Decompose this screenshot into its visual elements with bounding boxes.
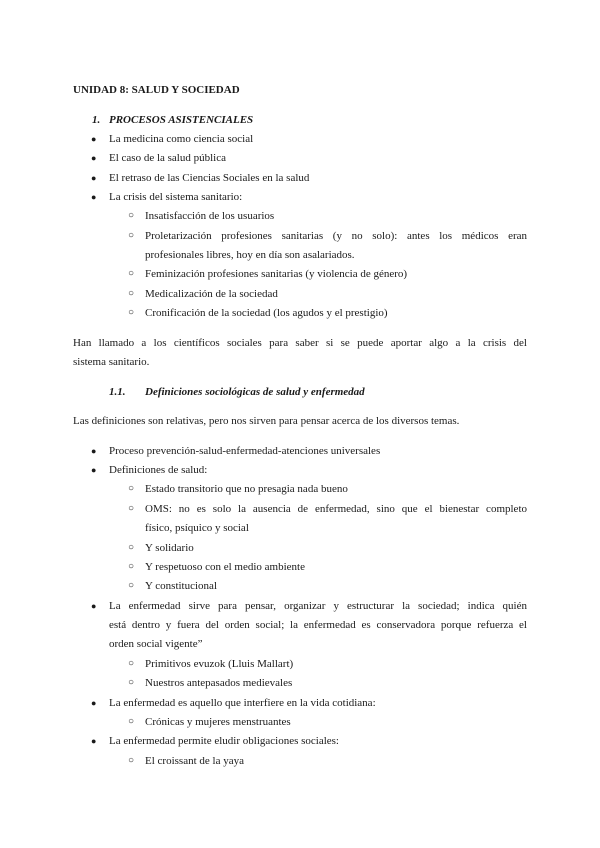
circle-bullet-icon: ○ xyxy=(128,658,135,669)
bullet-icon: ● xyxy=(91,446,97,456)
circle-bullet-icon: ○ xyxy=(128,755,135,766)
circle-bullet-icon: ○ xyxy=(128,307,135,318)
list-item: Feminización profesiones sanitarias (y violencia de género) xyxy=(145,268,408,280)
circle-bullet-icon: ○ xyxy=(128,503,135,514)
paragraph-line: Han llamado a los científicos sociales para saber si se puede aportar algo a la crisis del xyxy=(73,337,527,349)
circle-bullet-icon: ○ xyxy=(128,230,135,241)
list-item: Proletarización profesiones sanitarias (y no solo): antes los médicos eran xyxy=(145,230,527,242)
list-item-continuation: profesionales libres, hoy en día son asalariados. xyxy=(145,249,355,261)
list-item: La medicina como ciencia social xyxy=(109,133,254,145)
list-item: Y solidario xyxy=(145,542,194,554)
bullet-icon: ● xyxy=(91,192,97,202)
list-item: Y respetuoso con el medio ambiente xyxy=(145,561,305,573)
circle-bullet-icon: ○ xyxy=(128,483,135,494)
list-item: El caso de la salud pública xyxy=(109,152,226,164)
list-item: Primitivos evuzok (Lluis Mallart) xyxy=(145,658,294,670)
bullet-icon: ● xyxy=(91,173,97,183)
bullet-icon: ● xyxy=(91,153,97,163)
list-item: Estado transitorio que no presagia nada bueno xyxy=(145,483,348,495)
list-item: Crónicas y mujeres menstruantes xyxy=(145,716,291,728)
list-item: El retraso de las Ciencias Sociales en la salud xyxy=(109,172,310,184)
list-item: La enfermedad es aquello que interfiere en la vida cotidiana: xyxy=(109,697,376,709)
list-item: La enfermedad permite eludir obligaciones sociales: xyxy=(109,735,339,747)
list-item: Proceso prevención-salud-enfermedad-atenciones universales xyxy=(109,445,381,457)
list-item: La crisis del sistema sanitario: xyxy=(109,191,243,203)
bullet-icon: ● xyxy=(91,698,97,708)
list-item: La enfermedad sirve para pensar, organizar y estructurar la sociedad; indica quién xyxy=(109,600,527,612)
circle-bullet-icon: ○ xyxy=(128,210,135,221)
circle-bullet-icon: ○ xyxy=(128,580,135,591)
section-1-title: PROCESOS ASISTENCIALES xyxy=(109,114,254,126)
circle-bullet-icon: ○ xyxy=(128,677,135,688)
list-item: Insatisfacción de los usuarios xyxy=(145,210,275,222)
unit-title: UNIDAD 8: SALUD Y SOCIEDAD xyxy=(73,84,240,96)
list-item: Medicalización de la sociedad xyxy=(145,288,278,300)
circle-bullet-icon: ○ xyxy=(128,288,135,299)
bullet-icon: ● xyxy=(91,465,97,475)
section-1-number: 1. xyxy=(92,114,101,126)
list-item: El croissant de la yaya xyxy=(145,755,244,767)
circle-bullet-icon: ○ xyxy=(128,561,135,572)
bullet-icon: ● xyxy=(91,601,97,611)
list-item: OMS: no es solo la ausencia de enfermedad, sino que el bienestar completo xyxy=(145,503,527,515)
list-item: Cronificación de la sociedad (los agudos y el prestigio) xyxy=(145,307,388,319)
section-1-1-number: 1.1. xyxy=(109,386,126,398)
list-item: Y constitucional xyxy=(145,580,217,592)
list-item: Nuestros antepasados medievales xyxy=(145,677,293,689)
list-item: Definiciones de salud: xyxy=(109,464,208,476)
circle-bullet-icon: ○ xyxy=(128,542,135,553)
bullet-icon: ● xyxy=(91,134,97,144)
bullet-icon: ● xyxy=(91,736,97,746)
paragraph-line: sistema sanitario. xyxy=(73,356,150,368)
circle-bullet-icon: ○ xyxy=(128,716,135,727)
list-item-continuation: está dentro y fuera del orden social; la enfermedad es conservadora porque refuerza el xyxy=(109,619,527,631)
list-item-continuation: físico, psíquico y social xyxy=(145,522,249,534)
list-item-continuation: orden social vigente” xyxy=(109,638,203,650)
circle-bullet-icon: ○ xyxy=(128,268,135,279)
section-1-1-title: Definiciones sociológicas de salud y enfermedad xyxy=(145,386,365,398)
paragraph-line: Las definiciones son relativas, pero nos sirven para pensar acerca de los diversos temas. xyxy=(73,415,460,427)
